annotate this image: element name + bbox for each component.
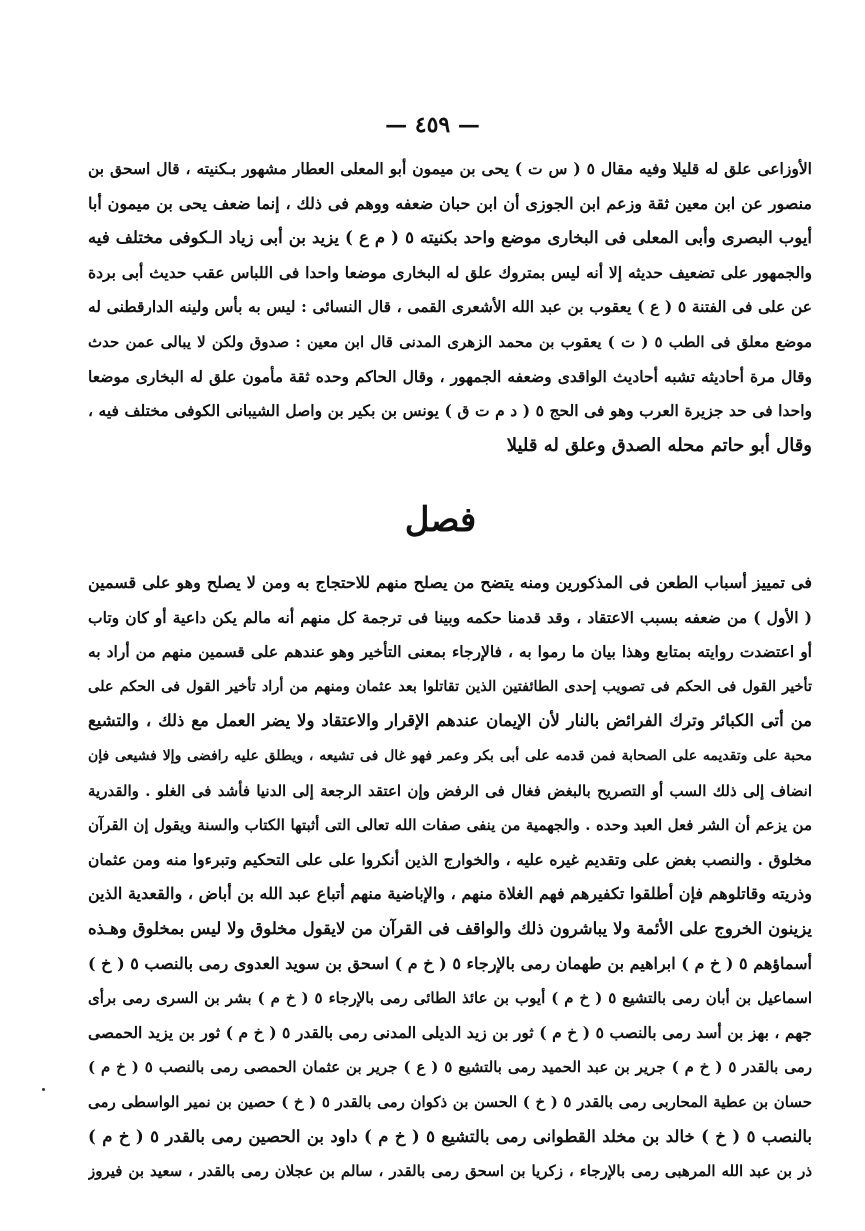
margin-speck [42,1088,45,1091]
text-line: رمى بالقدر ٥ ( خ م ) جرير بن عبد الحميد رمى بالتشيع ٥ ( ع ) جرير بن عثمان الحمصى رمى بالنصب ٥ ( خ م ) [88,1058,812,1077]
text-line: اسماعيل بن أبان رمى بالتشيع ٥ ( خ م ) أيوب بن عائذ الطائى رمى بالإرجاء ٥ ( خ م ) بشر بن السرى رمى برأى [88,989,812,1008]
text-line: وقال مرة أحاديثه تشبه أحاديث الواقدى وضعفه الجمهور ، وقال الحاكم وحده ثقة مأمون علق له البخارى موضعا [88,366,812,386]
text-line: أو اعتضدت روايته بمتابع وهذا بيان ما رموا به ، فالإرجاء بمعنى التأخير وهو عندهم على قسمين منهم من أراد به [88,642,812,662]
text-line: منصور عن ابن معين ثقة وزعم ابن الجوزى أن ابن حبان ضعفه ووهم فى ذلك ، إنما ضعف يحى بن ميمون أبا [88,193,812,213]
text-line: الأوزاعى علق له قليلا وفيه مقال ٥ ( س ت ) يحى بن ميمون أبو المعلى العطار مشهور بـكنيته ، قال اسحق بن [88,159,812,178]
text-line: عن على فى الفتنة ٥ ( ع ) يعقوب بن عبد الله الأشعرى القمى ، قال النسائى : ليس به بأس ولينه الدارقطنى له [88,297,812,317]
text-line: محبة على وتقديمه على الصحابة فمن قدمه على أبى بكر وعمر فهو غال فى تشيعه ، ويطلق عليه رافضى وإلا فشيعى فإن [88,747,812,764]
text-line: جهم ، بهز بن أسد رمى بالنصب ٥ ( خ م ) ثور بن زيد الديلى المدنى رمى بالقدر ٥ ( خ م ) ثور بن يزيد الحمصى [88,1022,812,1042]
text-line: أسماؤهم ٥ ( خ م ) ابراهيم بن طهمان رمى بالإرجاء ٥ ( خ م ) اسحق بن سويد العدوى رمى بالنصب ٥ ( خ ) [88,953,812,973]
page-number: — ٤٥٩ — [385,112,480,138]
text-line: من أتى الكبائر وترك الفرائض بالنار لأن الإيمان عندهم الإقرار والاعتقاد ولا يضر العمل مع ذلك ، والتشيع [88,711,812,731]
text-line: بالنصب ٥ ( خ ) خالد بن مخلد القطوانى رمى بالتشيع ٥ ( خ م ) داود بن الحصين رمى بالقدر ٥ ( خ م ) [88,1126,812,1146]
text-line: وقال أبو حاتم محله الصدق وعلق له قليلا [506,434,812,456]
text-line: تأخير القول فى الحكم فى تصويب إحدى الطائفتين الذين تقاتلوا بعد عثمان ومنهم من أراد تأخير القول فى الحكم على [88,677,812,695]
text-line: وذريته وقاتلوهم فإن أطلقوا تكفيرهم فهم الغلاة منهم ، والإباضية منهم أتباع عبد الله بن أباض ، والقعدية الذين [88,884,812,904]
text-line: فى تمييز أسباب الطعن فى المذكورين ومنه يتضح من يصلح منهم للاحتجاج به ومن لا يصلح وهو على قسمين [88,573,812,592]
biography-paragraph [88,152,812,463]
text-line: مخلوق . والنصب بغض على وتقديم غيره عليه ، والخوارج الذين أنكروا على على التحكيم وتبرءوا منه ومن عثمان [88,849,812,869]
section-paragraph [88,566,812,1189]
text-line: ذر بن عبد الله المرهبى رمى بالإرجاء ، زكريا بن اسحق رمى بالقدر ، سالم بن عجلان رمى بالقدر ، سعيد بن فيروز [88,1162,812,1181]
section-heading: فصل [404,500,477,540]
text-line: أيوب البصرى وأبى المعلى فى البخارى موضع واحد بكنيته ٥ ( م ع ) يزيد بن أبى زياد الـكوفى مختلف فيه [88,228,812,248]
text-line: والجمهور على تضعيف حديثه إلا أنه ليس بمتروك علق له البخارى موضعا واحدا فى اللباس عقب حديث أبى بردة [88,262,812,282]
text-line: حسان بن عطية المحاربى رمى بالقدر ٥ ( خ ) الحسن بن ذكوان رمى بالقدر ٥ ( خ ) حصين بن نمير الواسطى رمى [88,1092,812,1111]
text-line: يزينون الخروج على الأئمة ولا يباشرون ذلك والواقف فى القرآن من لايقول مخلوق ولا ليس بمخلوق وهـذه [88,918,812,938]
text-line: واحدا فى حد جزيرة العرب وهو فى الحج ٥ ( د م ت ق ) يونس بن بكير بن واصل الشيبانى الكوفى مختلف فيه ، [88,401,812,421]
text-line: ( الأول ) من ضعفه بسبب الاعتقاد ، وقد قدمنا حكمه وبينا فى ترجمة كل منهم أنه مالم يكن داعية أو كان وتاب [88,607,812,627]
text-line: انضاف إلى ذلك السب أو التصريح بالبغض فغال فى الرفض وإن اعتقد الرجعة إلى الدنيا فأشد فى الغلو . والقدرية [88,781,812,800]
text-line: من يزعم أن الشر فعل العبد وحده . والجهمية من ينفى صفات الله تعالى التى أثبتها الكتاب والسنة ويقول إن القرآن [88,816,812,835]
text-line: موضع معلق فى الطب ٥ ( ت ) يعقوب بن محمد الزهرى المدنى قال ابن معين : صدوق ولكن لا يبالى عمن حدث [88,332,812,351]
